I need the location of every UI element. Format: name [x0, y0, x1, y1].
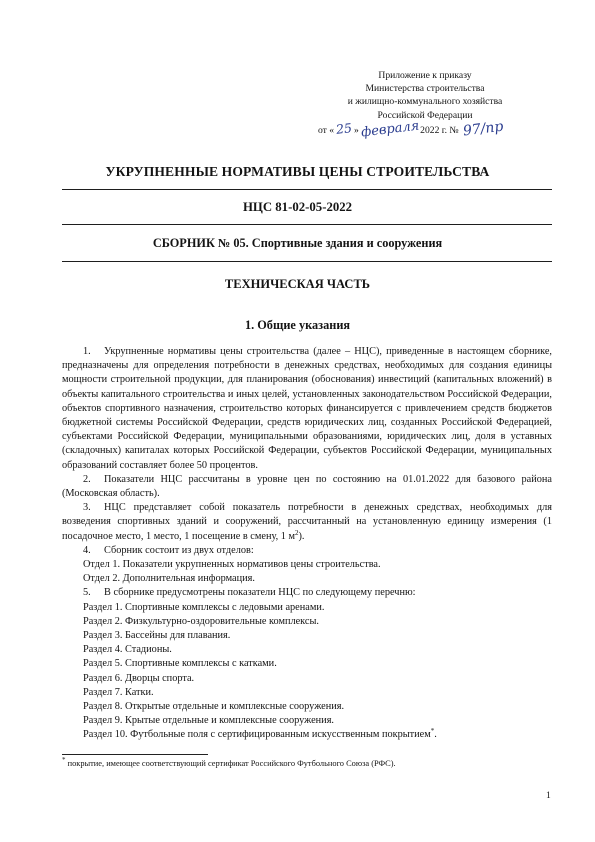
date-prefix: от « [318, 124, 335, 136]
section-10-end: . [434, 729, 437, 741]
divider-line [62, 189, 552, 190]
paragraph-5 [62, 586, 552, 600]
paragraph-text: Сборник состоит из двух отделов: [104, 544, 254, 556]
section-item: Раздел 5. Спортивные комплексы с катками. [83, 658, 277, 670]
paragraph-number: 4. [83, 544, 91, 556]
paragraph-number: 1. [83, 346, 91, 357]
document-code: НЦС 81-02-05-2022 [242, 200, 353, 214]
divider-line [62, 224, 552, 225]
order-date-line [300, 118, 550, 141]
department-item: Отдел 2. Дополнительная информация. [83, 573, 255, 585]
appendix-line-1: Приложение к приказу [378, 70, 472, 81]
handwritten-order-number: 97/пр [461, 118, 504, 140]
section-item-10 [83, 728, 552, 742]
paragraph-3 [62, 501, 552, 544]
paragraph-4 [62, 544, 552, 558]
appendix-header [300, 69, 550, 141]
footnote [62, 756, 552, 769]
section-item: Раздел 3. Бассейны для плавания. [83, 630, 231, 642]
paragraph-2 [62, 473, 552, 501]
divider-line [62, 261, 552, 262]
appendix-line-3: и жилищно-коммунального хозяйства [347, 96, 503, 108]
footnote-marker: * [62, 756, 66, 764]
section-item: Раздел 4. Стадионы. [83, 644, 172, 656]
footnote-divider [62, 754, 208, 755]
handwritten-day: 25 [335, 119, 353, 137]
collection-title: СБОРНИК № 05. Спортивные здания и сооружения [152, 236, 443, 250]
paragraph-text-end: ). [298, 530, 305, 542]
department-item: Отдел 1. Показатели укрупненных нормативов цены строительства. [83, 559, 381, 571]
section-item: Раздел 7. Катки. [83, 686, 154, 698]
superscript-2: 2 [294, 528, 299, 537]
paragraph-text: НЦС представляет собой показатель потребности в денежных средствах, необходимых для возведения спортивных зданий и сооружений, рассчитанный на установленную единицу измерения (1 посадочное место, 1 место, 1 посещение в смену, 1 м [62, 502, 552, 542]
section-item: Раздел 9. Крытые отдельные и комплексные сооружения. [83, 715, 335, 727]
section-item: Раздел 2. Физкультурно-оздоровительные комплексы. [83, 615, 319, 627]
paragraph-1 [62, 345, 552, 473]
general-provisions-heading: 1. Общие указания [244, 318, 351, 332]
paragraph-text: Показатели НЦС рассчитаны в уровне цен по состоянию на 01.01.2022 для базового района (Московская область). [62, 473, 552, 500]
technical-part-heading: ТЕХНИЧЕСКАЯ ЧАСТЬ [224, 277, 371, 291]
page-number: 1 [546, 791, 551, 801]
handwritten-month: февраля [360, 118, 420, 141]
footnote-text: покрытие, имеющее соответствующий сертификат Российского Футбольного Союза (РФС). [65, 759, 396, 768]
paragraph-number: 2. [83, 473, 91, 485]
sections-list [62, 601, 552, 743]
main-title: УКРУПНЕННЫЕ НОРМАТИВЫ ЦЕНЫ СТРОИТЕЛЬСТВА [105, 164, 490, 179]
date-mid: » [353, 124, 359, 136]
section-item: Раздел 6. Дворцы спорта. [83, 672, 195, 684]
section-10-text: Раздел 10. Футбольные поля с сертифицированным искусственным покрытием [83, 729, 431, 741]
year-text: 2022 г. № [420, 124, 459, 136]
section-item: Раздел 8. Открытые отдельные и комплексные сооружения. [83, 701, 345, 713]
paragraph-text: Укрупненные нормативы цены строительства (далее – НЦС), приведенные в настоящем сборнике, предназначены для определения потребности в денежных средствах, необходимых для создания единицы мощности строительной продукции, для планирования (обоснования) инвестиций (капитальных вложений) в объекты капитального строительства и иных целей, установленных законодательством Российской Федерации, объектов спортивного назначения, строительство которых финансируется с привлечением средств бюджетов бюджетной системы Российской Федерации, средств юридических лиц, созданных Российской Федерацией, субъектами Российской Федерации, муниципальными образованиями, юридических лиц, доля в уставных (складочных) капиталах которых Российской Федерации, субъектов Российской Федерации, муниципальных образований составляет более 50 процентов. [62, 346, 552, 471]
paragraph-text: В сборнике предусмотрены показатели НЦС по следующему перечню: [104, 587, 416, 599]
departments-list [62, 558, 552, 586]
appendix-line-2: Министерства строительства [365, 83, 485, 95]
footnote-mark: * [430, 727, 435, 736]
section-item: Раздел 1. Спортивные комплексы с ледовыми аренами. [83, 601, 325, 613]
paragraph-number: 5. [83, 587, 91, 599]
appendix-line-4: Российской Федерации [377, 109, 473, 121]
paragraph-number: 3. [83, 502, 91, 514]
document-body [62, 345, 552, 743]
